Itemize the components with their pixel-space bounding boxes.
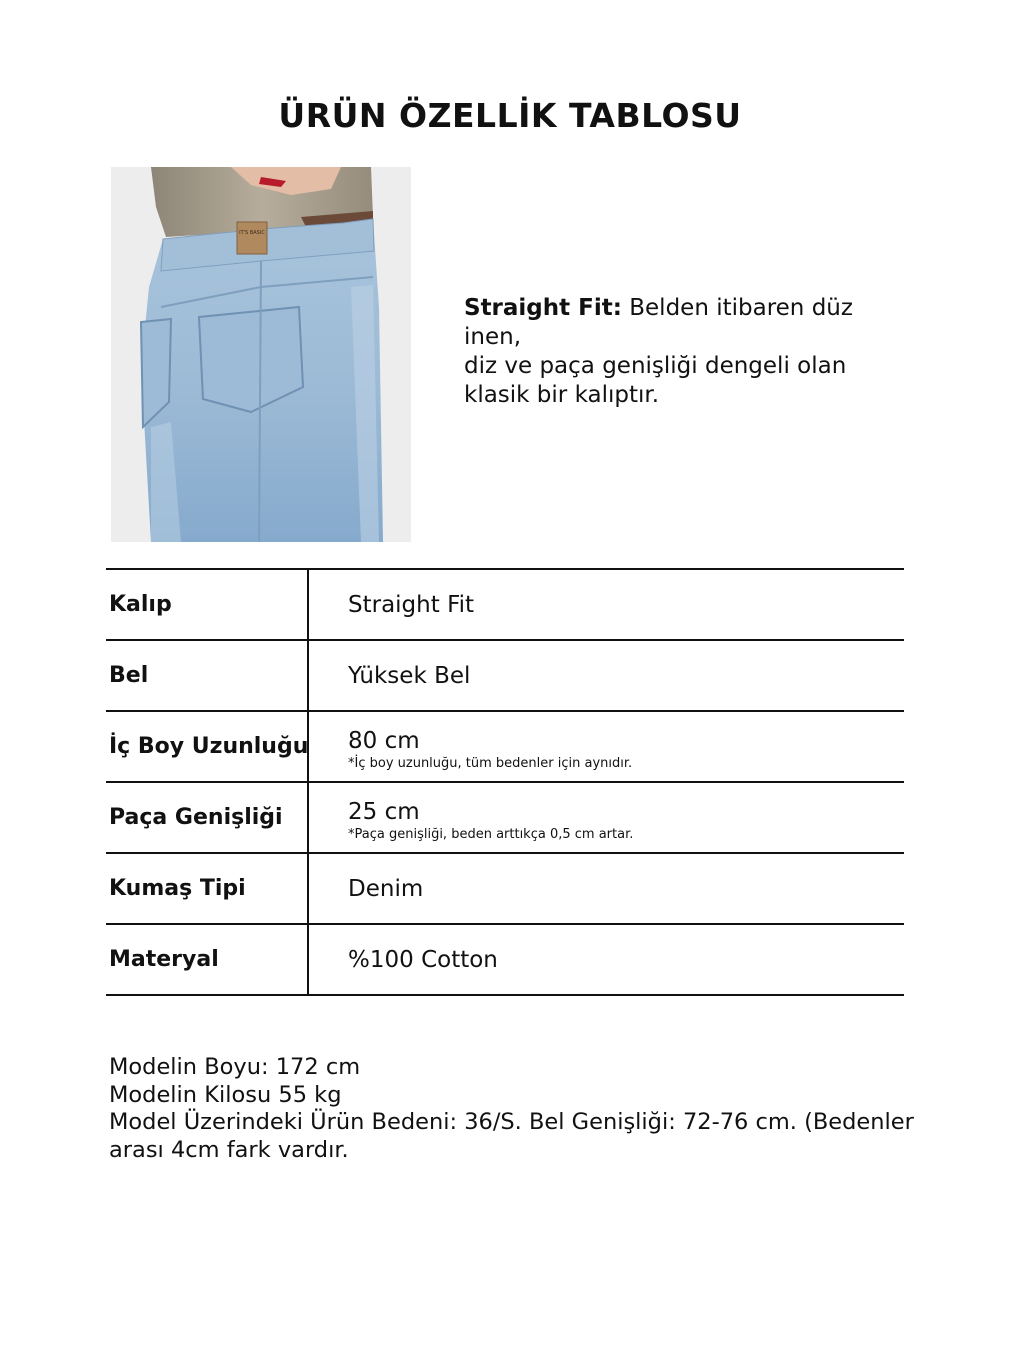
row-value: Denim (348, 876, 424, 902)
row-value: Straight Fit (348, 592, 475, 618)
model-weight: Modelin Kilosu 55 kg (109, 1081, 342, 1108)
model-height: Modelin Boyu: 172 cm (109, 1054, 361, 1080)
fit-description (464, 294, 904, 410)
table-row (106, 570, 904, 641)
column-divider (307, 854, 309, 923)
row-label: Kumaş Tipi (109, 876, 246, 901)
column-divider (307, 783, 309, 852)
table-row (106, 712, 904, 783)
fit-description-line-2: diz ve paça genişliği dengeli olan (464, 353, 847, 379)
table-row (106, 925, 904, 996)
table-row (106, 641, 904, 712)
row-value: Yüksek Bel (348, 663, 471, 689)
fit-term: Straight Fit: (464, 295, 622, 321)
model-size-note: arası 4cm fark vardır. (109, 1136, 349, 1163)
model-info (109, 1054, 914, 1164)
jeans-label-text: IT'S BASIC (239, 230, 265, 236)
table-row (106, 854, 904, 925)
row-label: İç Boy Uzunluğu (109, 734, 309, 759)
row-value: 80 cm (348, 728, 420, 754)
row-label: Kalıp (109, 592, 172, 617)
row-value: %100 Cotton (348, 947, 498, 973)
model-size: Model Üzerindeki Ürün Bedeni: 36/S. Bel Genişliği: 72-76 cm. (Bedenler (109, 1109, 914, 1135)
product-photo (111, 167, 411, 542)
table-row (106, 783, 904, 854)
row-note: *Paça genişliği, beden arttıkça 0,5 cm artar. (348, 827, 634, 842)
row-label: Materyal (109, 947, 219, 972)
row-label: Paça Genişliği (109, 805, 283, 830)
row-note: *İç boy uzunluğu, tüm bedenler için aynıdır. (348, 756, 633, 771)
row-label: Bel (109, 663, 149, 688)
row-value: 25 cm (348, 799, 420, 825)
page-title: ÜRÜN ÖZELLİK TABLOSU (278, 96, 742, 135)
column-divider (307, 570, 309, 639)
spec-table (106, 568, 904, 996)
fit-description-line-3: klasik bir kalıptır. (464, 382, 660, 408)
fit-description-line-1: Belden itibaren düz inen, (464, 295, 853, 350)
column-divider (307, 925, 309, 994)
column-divider (307, 641, 309, 710)
